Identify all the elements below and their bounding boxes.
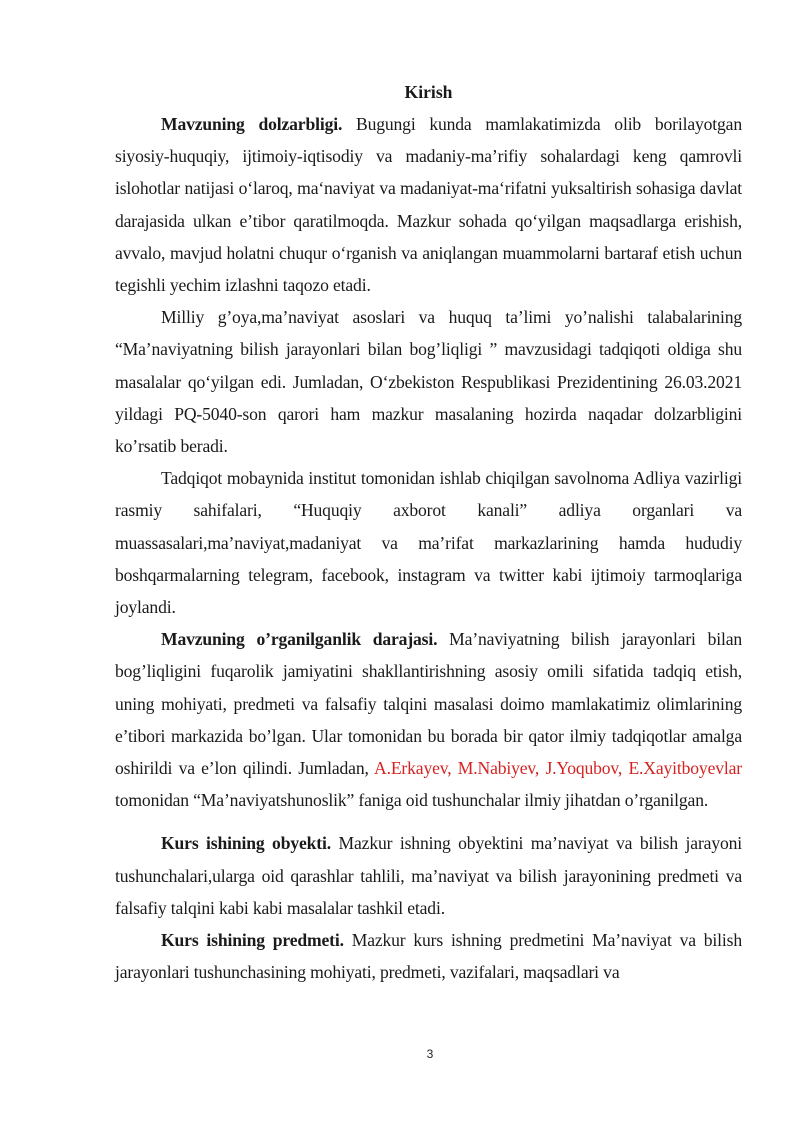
paragraph-heading: Kurs ishining predmeti. [161, 930, 344, 951]
paragraph-text: tomonidan “Ma’naviyatshunoslik” faniga oid tushunchalar ilmiy jihatdan o’rganilgan. [115, 790, 709, 811]
paragraph-heading: Mavzuning dolzarbligi. [161, 114, 343, 134]
paragraph-object [115, 827, 742, 924]
paragraph-text: Mazkur ishning obyektini ma’naviyat va bilish jarayoni tushunchalari,ularga oid qarashlar tahlili, ma’naviyat va bilish jarayonining predmeti va falsafiy talqini kabi kabi masalalar tashkil etadi. [115, 833, 743, 918]
paragraph-heading: Kurs ishining obyekti. [161, 833, 331, 854]
paragraph-text: Ma’naviyatning bilish jarayonlari bilan bog’liqligini fuqarolik jamiyatini shakllantirishning asosiy omili sifatida tadqiq etish, uning mohiyati, predmeti va falsafiy talqini masalasi doimo mamlakatimiz olimlarining e’tibori markazida bo’lgan. Ular tomonidan bu borada bir qator ilmiy tadqiqotlar amalga oshirildi va e’lon qilindi. Jumladan, [115, 629, 743, 779]
paragraph-text: Bugungi kunda mamlakatimizda olib borilayotgan siyosiy-huquqiy, ijtimoiy-iqtisodiy va madaniy-maʼrifiy sohalardagi keng qamrovli islohotlar natijasi oʻlaroq, maʻnaviyat va madaniyat-maʻrifatni yuksaltirish sohasiga davlat darajasida ulkan eʼtibor qaratilmoqda. Mazkur sohada qoʻyilgan maqsadlarga erishish, avvalo, mavjud holatni chuqur oʻrganish va aniqlangan muammolarni bartaraf etish uchun tegishli yechim izlashni taqozo etadi. [115, 114, 742, 296]
paragraph-study-degree [115, 623, 742, 816]
page-title: Kirish [404, 82, 453, 102]
document-body [115, 76, 742, 988]
paragraph-relevance [115, 108, 742, 301]
paragraph-text: Tadqiqot mobaynida institut tomonidan ishlab chiqilgan savolnoma Adliya vazirligi rasmiy sahifalari, “Huquqiy axborot kanali” adliya organlari va muassasalari,ma’naviyat,madaniyat va ma’rifat markazlarining hamda hududiy boshqarmalarning telegram, facebook, instagram va twitter kabi ijtimoiy tarmoqlariga joylandi. [115, 468, 742, 618]
paragraph-heading: Mavzuning o’rganilganlik darajasi. [161, 629, 438, 650]
page-number: 3 [426, 1047, 434, 1061]
paragraph-survey [115, 462, 742, 623]
paragraph-text: Mazkur kurs ishning predmetini Ma’naviyat va bilish jarayonlari tushunchasining mohiyati, predmeti, vazifalari, maqsadlari va [115, 930, 742, 983]
paragraph-subject [115, 924, 742, 988]
highlighted-authors: A.Erkayev, M.Nabiyev, J.Yoqubov, E.Xayitboyevlar [374, 758, 742, 779]
paragraph-text: Milliy g’oya,ma’naviyat asoslari va huquq ta’limi yo’nalishi talabalarining “Ma’naviyatning bilish jarayonlari bilan bog’liqligi ” mavzusidagi tadqiqoti oldiga shu masalalar qoʻyilgan edi. Jumladan, Oʻzbekiston Respublikasi Prezidentining 26.03.2021 yildagi PQ-5040-son qarori ham mazkur masalaning hozirda naqadar dolzarbligini ko’rsatib beradi. [115, 307, 742, 457]
paragraph-research-topic [115, 301, 742, 462]
